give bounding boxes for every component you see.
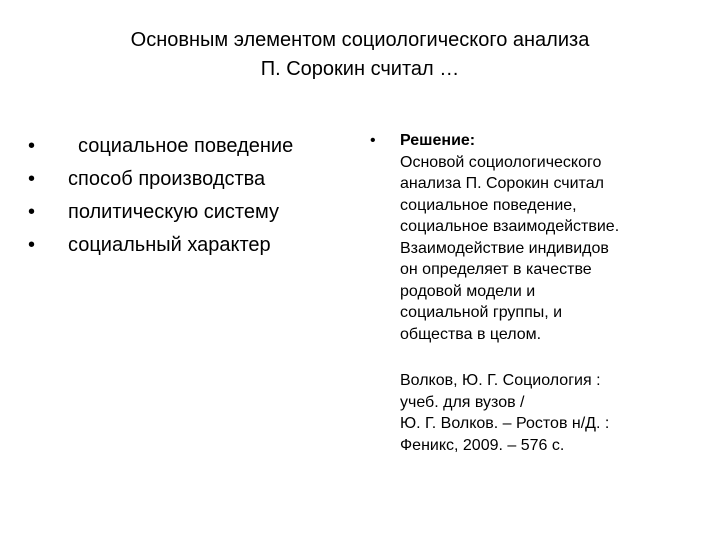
slide-title [40, 26, 680, 84]
option-label: политическую систему [68, 201, 279, 223]
solution-line: он определяет в качестве [400, 261, 592, 278]
option-item [28, 229, 358, 262]
title-line-2: П. Сорокин считал … [260, 58, 460, 80]
solution-line: Основой социологического [400, 153, 602, 171]
solution-line: социальное поведение, [400, 196, 577, 214]
solution-line: Взаимодействие индивидов [400, 239, 609, 257]
option-item [28, 163, 358, 196]
reference-line: учеб. для вузов / [400, 393, 525, 411]
solution-line: социальное взаимодействие. [400, 218, 620, 235]
answer-options-list [28, 130, 358, 262]
option-label: социальное поведение [78, 135, 294, 157]
bullet-icon: • [28, 135, 36, 157]
bullet-icon: • [28, 234, 36, 256]
solution-line: родовой модели и [400, 282, 536, 300]
bullet-icon: • [370, 132, 376, 149]
option-label: способ производства [68, 168, 266, 190]
option-label: социальный характер [68, 234, 271, 256]
solution-heading: Решение: [400, 132, 476, 149]
bibliographic-reference [400, 370, 700, 456]
reference-line: Волков, Ю. Г. Социология : [400, 372, 601, 389]
solution-body [400, 130, 690, 345]
solution-line: социальной группы, и [400, 304, 563, 321]
bullet-icon: • [28, 201, 36, 223]
option-item [28, 196, 358, 229]
reference-line: Феникс, 2009. – 576 с. [400, 436, 565, 454]
solution-line: анализа П. Сорокин считал [400, 175, 604, 192]
solution-line: общества в целом. [400, 325, 542, 343]
option-item [28, 130, 358, 163]
solution-block [370, 130, 690, 345]
title-line-1: Основным элементом социологического анализа [130, 29, 590, 51]
bullet-icon: • [28, 168, 36, 190]
reference-line: Ю. Г. Волков. – Ростов н/Д. : [400, 415, 610, 432]
